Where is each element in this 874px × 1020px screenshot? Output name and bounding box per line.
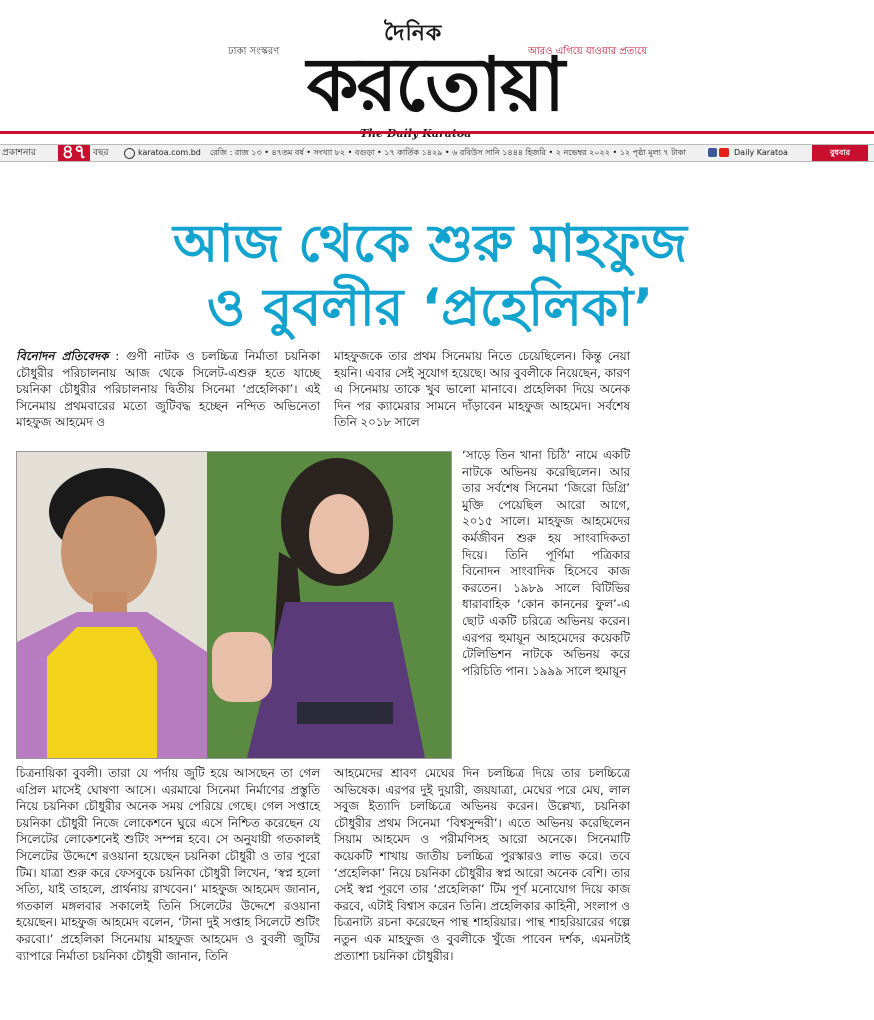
article-text-right-wrap: ‘সাড়ে তিন খানা চিঠি’ নামে একটি নাটকে অভিনয় করেছিলেন। আর তার সর্বশেষ সিনেমা ‘জিরো ডিগ্রি’ মুক্তি পেয়েছিল আরো আগে, ২০১৫ সালে। মাহফুজ আহমেদের কর্মজীবন শুরু হয় সাংবাদিকতা দিয়ে। তিনি পূর্ণিমা পত্রিকার বিনোদন সাংবাদিক হিসেবে কাজ করতেন। ১৯৮৯ সালে বিটিভির ধারাবাহিক ‘কোন কাননের ফুল’-এ ছোট একটি চরিত্রে অভিনয় করেন। এরপর হুমায়ূন আহমেদের কয়েকটি টেলিভিশন নাটকে অভিনয় করে পরিচিতি পান। ১৯৯৯ সালে হুমায়ূন	[462, 448, 630, 678]
globe-icon	[124, 148, 135, 159]
publication-years-badge: ৪৭	[58, 144, 90, 162]
issue-details: রেজি : রাজ ১৩ • ৪৭তম বর্ষ • সংখ্যা ৮২ • বগুড়া • ১৭ কার্তিক ১৪২৯ • ৬ রবিউস সানি ১৪৪৪ হিজরি • ২ নভেম্বর ২০২২ • ১২ পৃষ্ঠা মূল্য ৭ টাকা	[210, 148, 686, 157]
weekday-badge: বুধবার	[812, 145, 868, 161]
byline: বিনোদন প্রতিবেদক	[16, 349, 109, 363]
article-photo	[16, 451, 452, 759]
headline-line-1: আজ থেকে শুরু মাহফুজ	[173, 214, 687, 274]
article-text-right-top: মাহফুজকে তার প্রথম সিনেমায় নিতে চেয়েছিলেন। কিন্তু নেয়া হয়নি। এবার সেই সুযোগ হয়েছে। আর বুবলীকে নিয়েছেন, কারণ এ সিনেমায় তাকে খুব ভালো মানাবে। প্রহেলিকা দিয়ে অনেক দিন পর ক্যামেরার সামনে দাঁড়াবেন মাহফুজ আহমেদ। সর্বশেষ তিনি ২০১৮ সালে	[334, 349, 630, 430]
article-text-right-bottom: আহমেদের শ্রাবণ মেঘের দিন চলচ্চিত্র দিয়ে তার চলচ্চিত্রে অভিষেক। এরপর দুই দুয়ারী, জয়যাত্রা, মেঘের পরে মেঘ, লাল সবুজ ইত্যাদি চলচ্চিত্রে অভিনয় করেন। উল্লেখ্য, চয়নিকা চৌধুরীর প্রথম সিনেমা ‘বিশ্বসুন্দরী’। এতে অভিনয় করেছিলেন সিয়াম আহমেদ ও পরীমণিসহ আরো অনেকে। সিনেমাটি কয়েকটি শাখায় জাতীয় চলচ্চিত্র পুরস্কারও লাভ করে। তবে ‘প্রহেলিকা’ নিয়ে চয়নিকা চৌধুরীর স্বপ্ন আরো অনেক বেশি। তার সেই স্বপ্ন পূরণে তার ‘প্রহেলিকা’ টিম পূর্ণ মনোযোগ দিয়ে কাজ করবে, এটাই বিশ্বাস করেন তিনি। প্রহেলিকার কাহিনী, সংলাপ ও চিত্রনাট্য রচনা করেছেন পান্থ শাহরিয়ার। পান্থ শাহরিয়ারের গল্পে নতুন এক মাহফুজ ও বুবলীকে খুঁজে পাবেন দর্শক, এমনটাই প্রত্যাশা চয়নিকা চৌধুরীর।	[334, 766, 630, 963]
publication-years-suffix: বছর	[93, 148, 109, 158]
youtube-icon[interactable]	[719, 148, 729, 157]
masthead-info-bar	[0, 144, 874, 162]
masthead-tagline: আরও এগিয়ে যাওয়ার প্রত্যয়ে	[528, 46, 648, 57]
website-link[interactable]: karatoa.com.bd	[138, 148, 201, 157]
edition-label: ঢাকা সংস্করণ	[228, 46, 280, 57]
photo-illustration	[17, 452, 451, 758]
publication-label: প্রকাশনার	[2, 148, 36, 158]
article-text-left-top: বিনোদন প্রতিবেদক : গুণী নাটক ও চলচ্চিত্র নির্মাতা চয়নিকা চৌধুরীর পরিচালনায় আজ থেকে সিলেট-এশুরু হতে যাচ্ছে চয়নিকা চৌধুরীর পরিচালনায় দ্বিতীয় সিনেমা ‘প্রহেলিকা’। এই সিনেমায় প্রথমবারের মতো জুটিবদ্ধ হচ্ছেন নন্দিত অভিনেতা মাহফুজ আহমেদ ও	[16, 349, 320, 430]
newspaper-name: করতোয়া	[306, 42, 564, 128]
headline-line-2: ও বুবলীর ‘প্রহেলিকা’	[206, 278, 654, 338]
facebook-icon[interactable]	[708, 148, 717, 157]
masthead-divider	[0, 131, 874, 134]
masthead-prefix: দৈনিক	[384, 21, 443, 46]
article-headline	[30, 212, 830, 340]
article-text-left-bottom: চিত্রনায়িকা বুবলী। তারা যে পর্দায় জুটি হয়ে আসছেন তা গেল এপ্রিল মাসেই ঘোষণা আসে। এরমাঝে সিনেমা নির্মাণের প্রস্তুতি নিয়ে চয়নিকা চৌধুরীর অনেক সময় পেরিয়ে গেছে। গেল সপ্তাহে চয়নিকা চৌধুরী নিজে লোকেশনে ঘুরে এসে নিশ্চিত করেছেন যে সিলেটের লোকেশনেই শুটিং সম্পন্ন হবে। সে অনুযায়ী গতকালই সিলেটের উদ্দেশে রওয়ানা হয়েছেন চয়নিকা চৌধুরী ও তার পুরো টিম। যাত্রা শুরু করে ফেসবুকে চয়নিকা চৌধুরী লিখেন, ‘স্বপ্ন হলো সত্যি, যাই তাহলে, প্রার্থনায় রাখবেন।’ মাহফুজ আহমেদ জানান, গতকাল মঙ্গলবার সকালেই তিনি সিলেটের উদ্দেশে রওয়ানা হয়েছেন। মাহফুজ আহমেদ বলেন, ‘টানা দুই সপ্তাহ সিলেটে শুটিং করবো।’ প্রহেলিকা সিনেমায় মাহফুজ আহমেদ ও বুবলী জুটির ব্যাপারে নির্মাতা চয়নিকা চৌধুরী জানান, তিনি	[16, 766, 320, 963]
article-paragraph: গুণী নাটক ও চলচ্চিত্র নির্মাতা চয়নিকা চৌধুরীর পরিচালনায় আজ থেকে সিলেট-এশুরু হতে যাচ্ছে চয়নিকা চৌধুরীর পরিচালনায় দ্বিতীয় সিনেমা ‘প্রহেলিকা’। এই সিনেমায় প্রথমবারের মতো জুটিবদ্ধ হচ্ছেন নন্দিত অভিনেতা মাহফুজ আহমেদ ও	[16, 349, 320, 430]
social-handle[interactable]: Daily Karatoa	[734, 148, 788, 157]
